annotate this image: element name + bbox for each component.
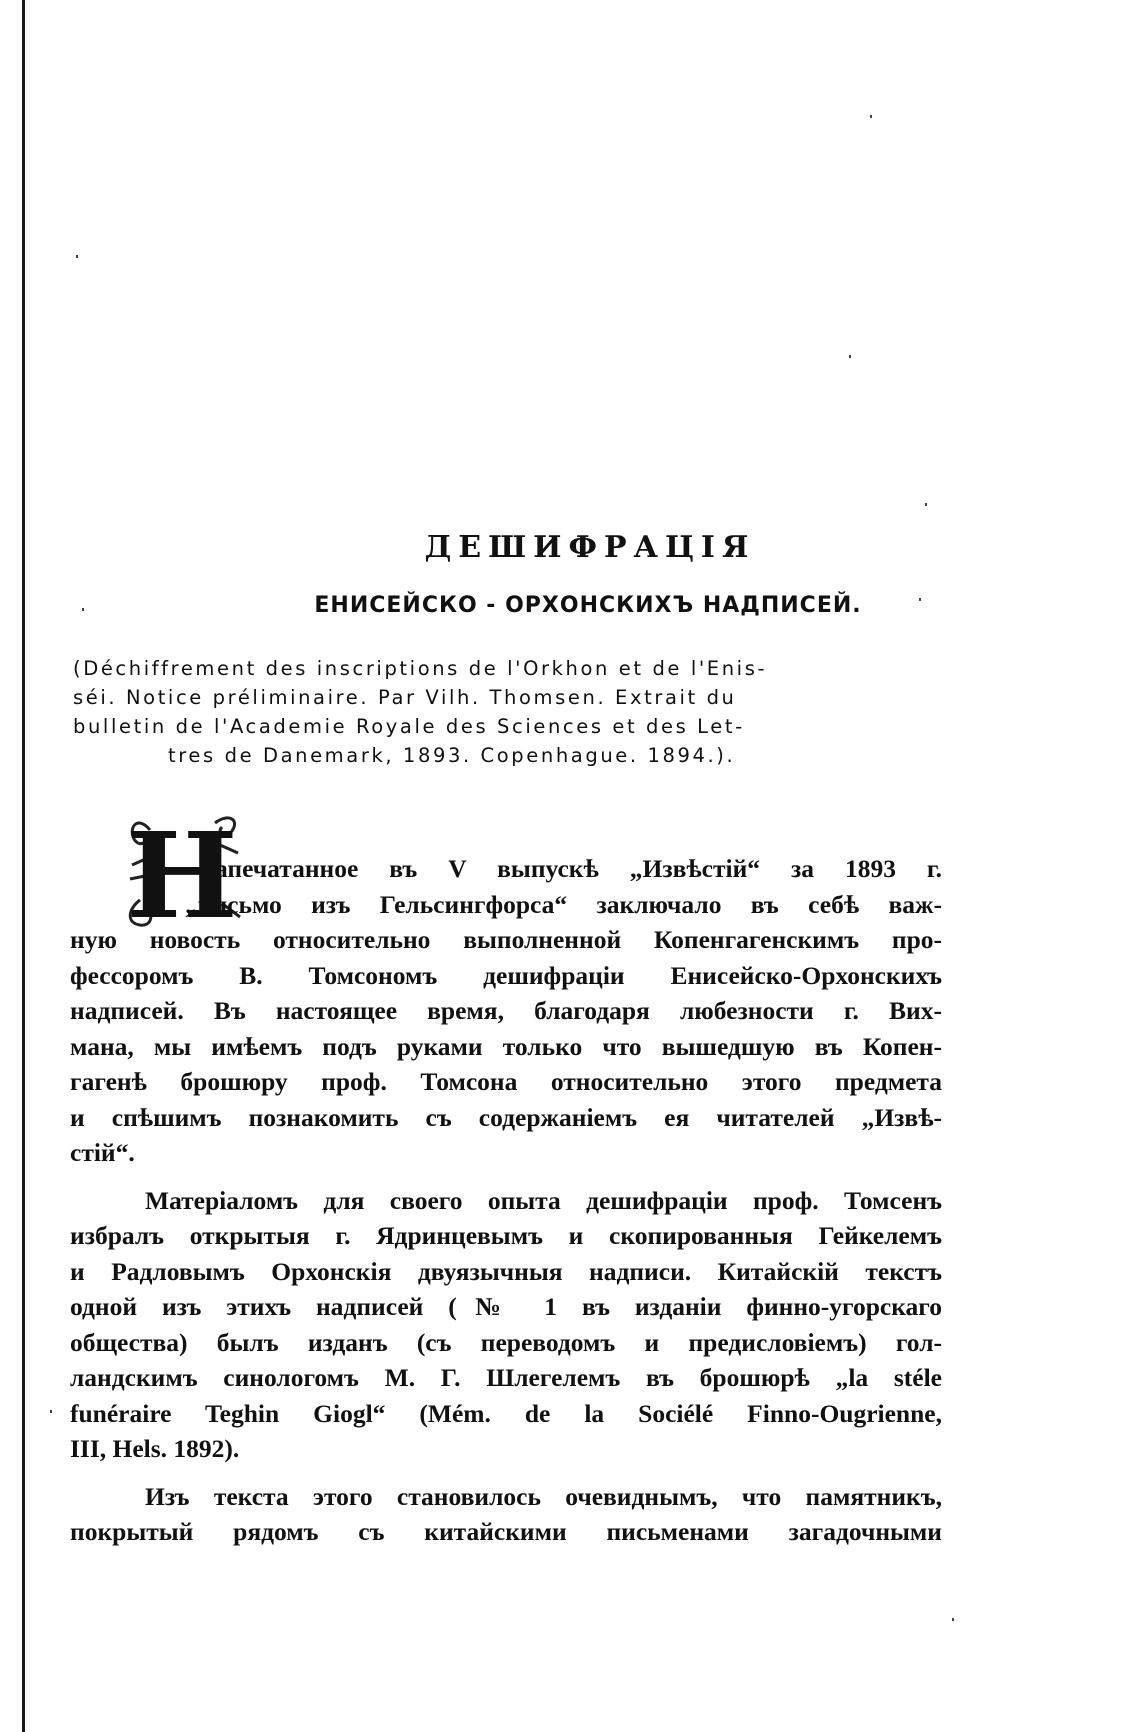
text-line: мана, мы имѣемъ подъ руками только что вышедшую въ Копен-	[70, 1031, 942, 1061]
drop-cap-letter: Н	[126, 806, 238, 935]
citation-line: séi. Notice préliminaire. Par Vilh. Thomsen. Extrait du	[73, 686, 737, 709]
text-line: покрытый рядомъ съ китайскими письменами загадочными	[70, 1517, 942, 1546]
scan-speck	[849, 355, 851, 358]
citation-line: (Déchiffrement des inscriptions de l'Orkhon et de l'Enis-	[73, 657, 768, 680]
text-line: funéraire Teghin Giogl“ (Mém. de la Sociélé Finno-Ougrienne,	[70, 1398, 942, 1428]
text-line: и Радловымъ Орхонскія двуязычныя надписи. Китайскій текстъ	[70, 1256, 942, 1286]
text-line: избралъ открытыя г. Ядринцевымъ и скопированныя Гейкелемъ	[70, 1221, 942, 1250]
text-line: одной изъ этихъ надписей (№ 1 въ изданіи финно-угорскаго	[70, 1292, 942, 1321]
text-line: Изъ текста этого становилось очевиднымъ, что памятникъ,	[145, 1481, 942, 1511]
text-line: гагенѣ брошюру проф. Томсона относительно этого предмета	[70, 1067, 942, 1096]
citation-line: bulletin de l'Academie Royale des Sciences et des Let-	[73, 715, 745, 738]
text-line: стій“.	[70, 1138, 135, 1167]
text-line: ную новость относительно выполненной Копенгагенскимъ про-	[70, 925, 942, 954]
text-line: апечатанное въ V выпускѣ „Извѣстій“ за 1893 г.	[215, 854, 942, 883]
bibliographic-citation	[73, 654, 943, 770]
scan-speck	[870, 115, 872, 118]
scan-speck	[50, 1410, 52, 1413]
article-title: ДЕШИФРАЦІЯ	[424, 530, 756, 565]
article-body	[70, 851, 942, 1550]
article-subtitle: ЕНИСЕЙСКО - ОРХОНСКИХЪ НАДПИСЕЙ.	[314, 593, 862, 618]
text-line: общества) былъ изданъ (съ переводомъ и предисловіемъ) гол-	[70, 1327, 942, 1357]
page-binding-edge	[22, 0, 25, 1732]
citation-line: tres de Danemark, 1893. Copenhague. 1894.).	[168, 744, 736, 767]
text-line: III, Hels. 1892).	[70, 1434, 240, 1463]
scan-speck	[952, 1618, 954, 1621]
text-line: „письмо изъ Гельсингфорса“ заключало въ себѣ важ-	[185, 889, 942, 919]
text-line: Матеріаломъ для своего опыта дешифраціи проф. Томсенъ	[145, 1185, 942, 1215]
text-line: ландскимъ синологомъ М. Г. Шлегелемъ въ брошюрѣ „la stéle	[70, 1363, 942, 1392]
scan-speck	[925, 503, 927, 506]
text-line: надписей. Въ настоящее время, благодаря любезности г. Вих-	[70, 996, 942, 1025]
scan-speck	[76, 255, 78, 258]
text-line: и спѣшимъ познакомить съ содержаніемъ ея читателей „Извѣ-	[70, 1102, 942, 1132]
text-line: фессоромъ В. Томсономъ дешифраціи Енисейско-Орхонскихъ	[70, 960, 942, 990]
